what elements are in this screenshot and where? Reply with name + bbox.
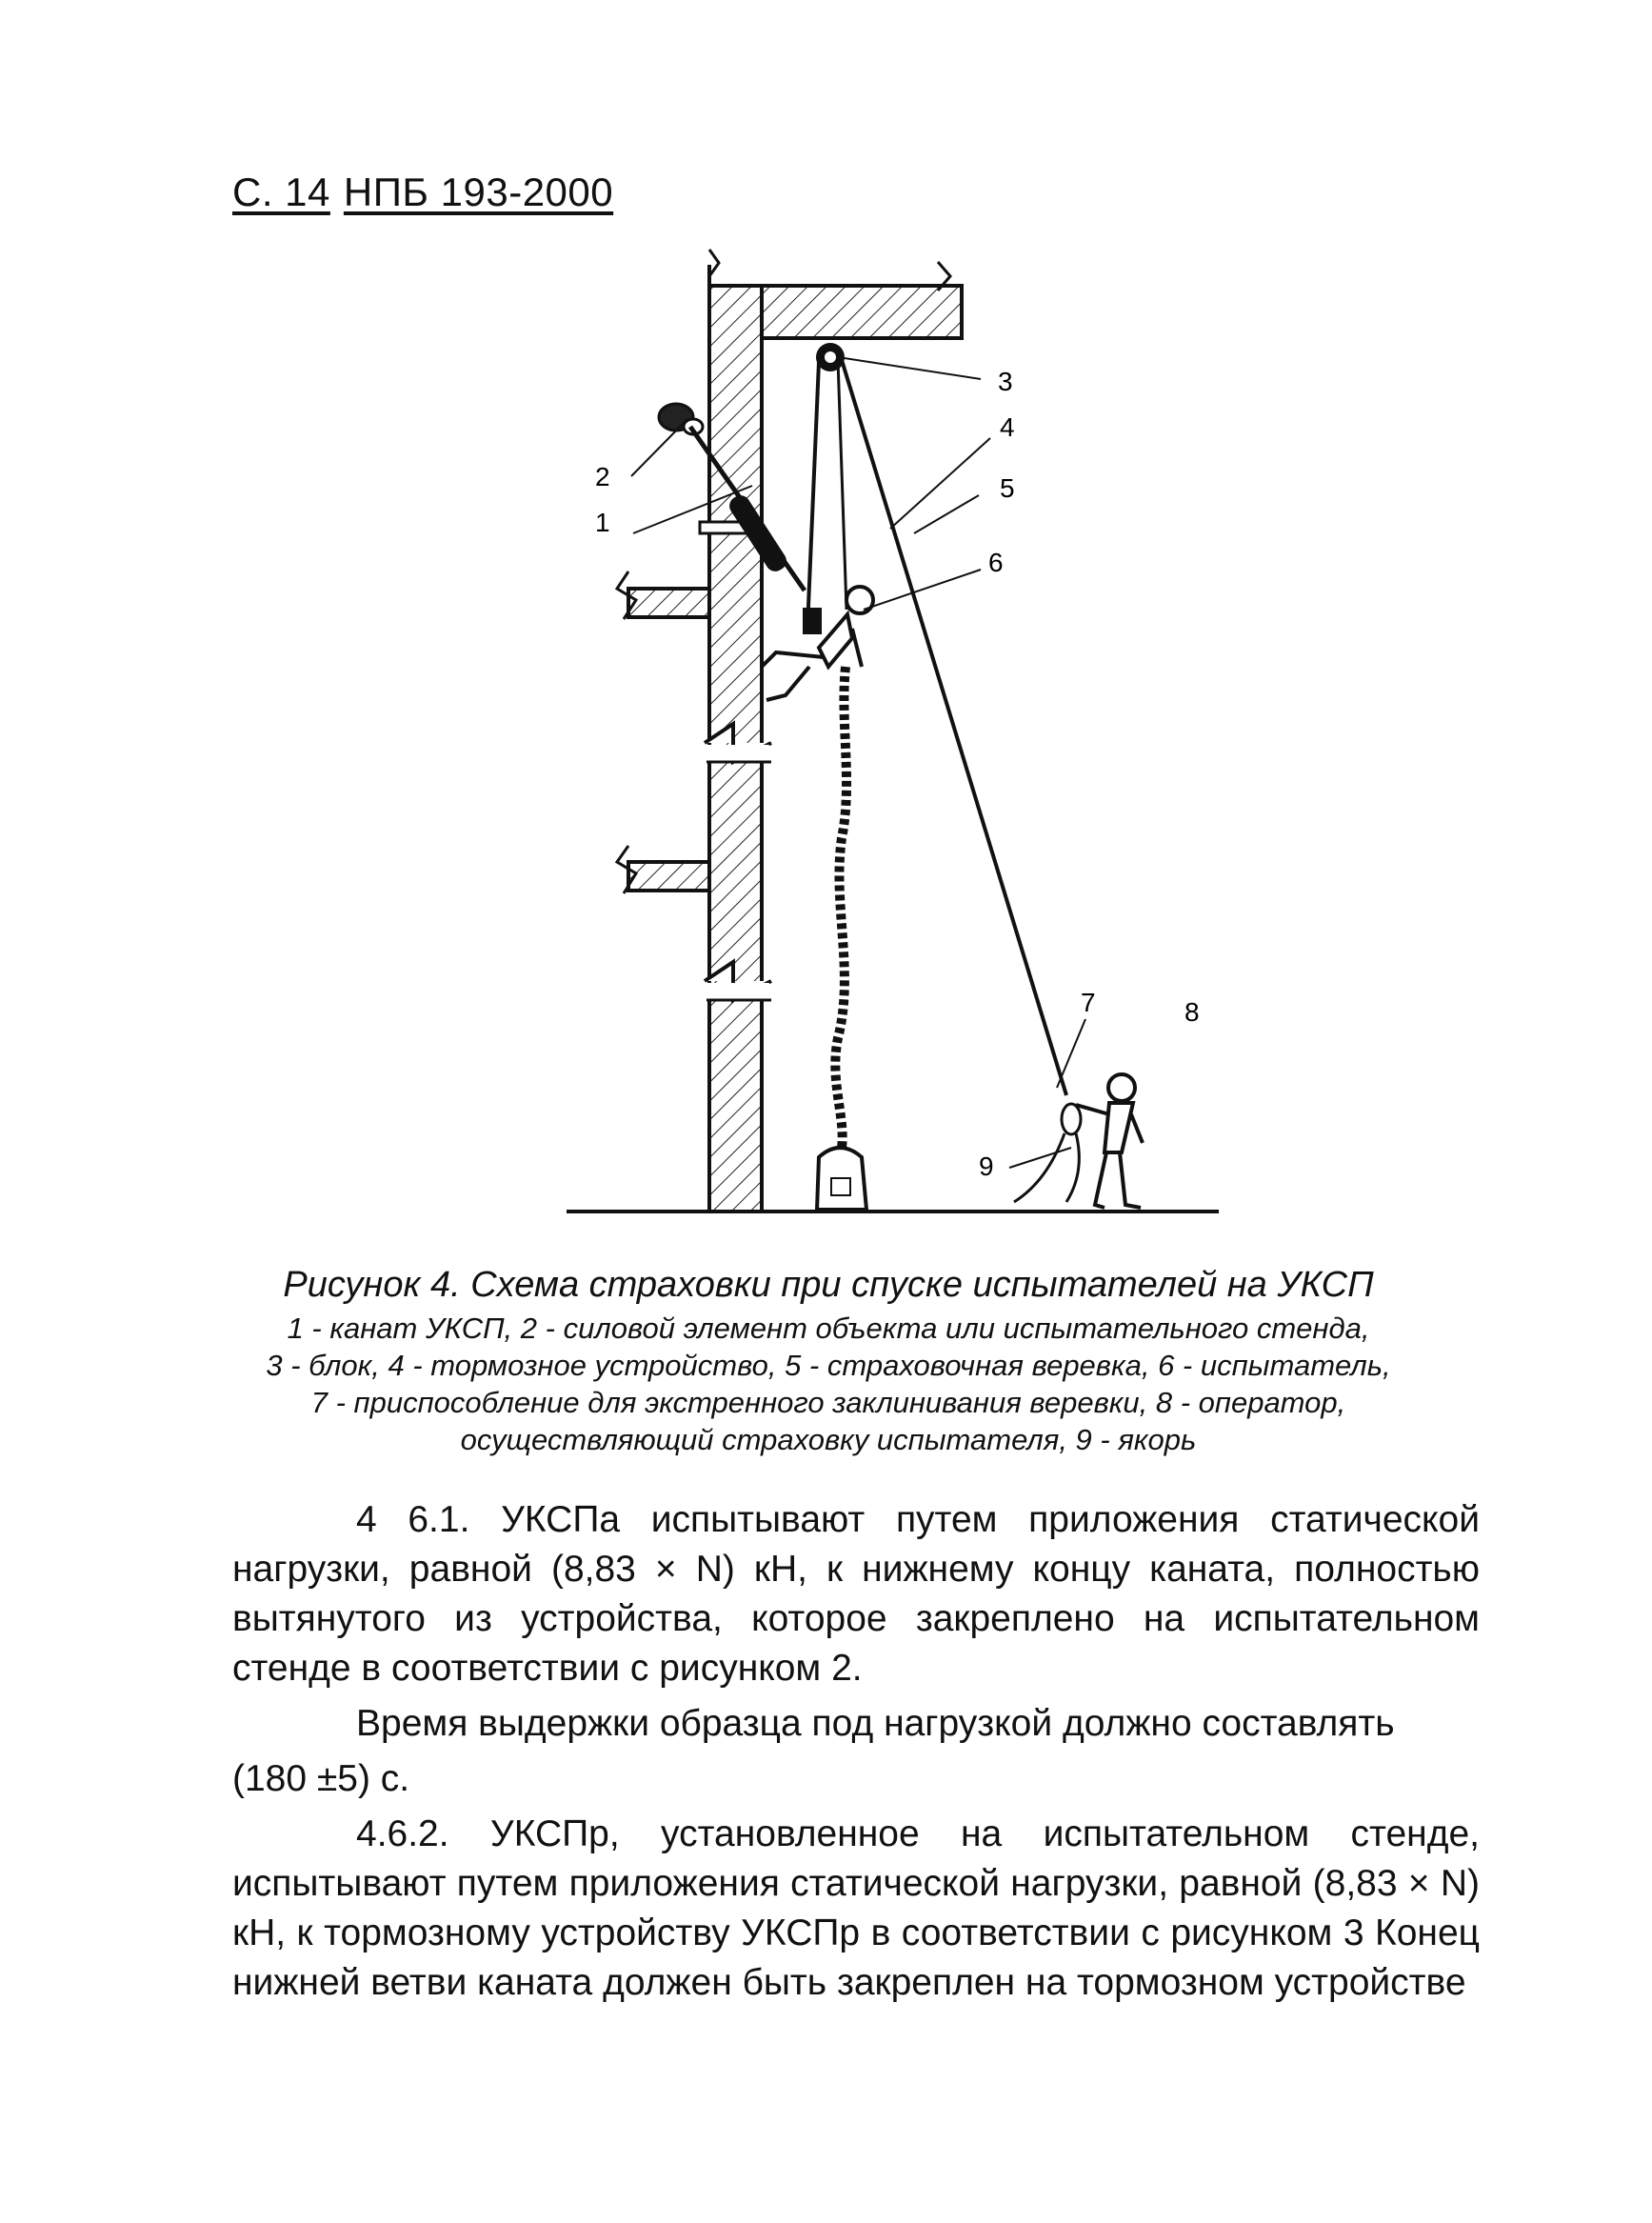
figure-label-9: 9 — [979, 1152, 994, 1181]
figure-label-8: 8 — [1184, 997, 1200, 1027]
anchor-9 — [1014, 1104, 1081, 1202]
figure-label-6: 6 — [988, 548, 1004, 577]
braided-rope — [835, 667, 846, 1157]
caption-line: 7 - приспособление для экстренного заклинивания веревки, 8 - оператор, — [310, 1386, 1346, 1419]
leader-lines — [631, 357, 1085, 1168]
operator-figure — [1076, 1074, 1143, 1208]
floor-slab-lower — [617, 846, 709, 893]
document-code: НПБ 193-2000 — [343, 170, 614, 214]
page-number: С. 14 — [232, 170, 330, 214]
caption-line: 1 - канат УКСП, 2 - силовой элемент объекта или испытательного стенда, — [287, 1312, 1370, 1345]
figure-label-1: 1 — [595, 508, 610, 537]
figure-caption — [190, 1262, 1466, 1458]
body-text — [232, 1495, 1480, 2013]
paragraph-4-6-1: 4 6.1. УКСПа испытывают путем приложения статической нагрузки, равной (8,83 × N) кН, к нижнему концу каната, полностью вытянутого из устройства, которое закреплено на испытательном стенде в соответствии с рисунком 2. — [232, 1499, 1480, 1689]
figure-label-2: 2 — [595, 462, 610, 491]
pulley-rope-left — [807, 362, 819, 629]
figure-label-4: 4 — [1000, 412, 1015, 442]
figure-label-3: 3 — [998, 367, 1013, 396]
pulley-rope-right — [838, 360, 846, 610]
caption-line: 3 - блок, 4 - тормозное устройство, 5 - страховочная веревка, 6 - испытатель, — [266, 1349, 1391, 1382]
caption-line: осуществляющий страховку испытателя, 9 - якорь — [460, 1423, 1197, 1456]
rope-bag — [817, 1148, 866, 1210]
caption-title: Рисунок 4. Схема страховки при спуске испытателей на УКСП — [283, 1265, 1374, 1305]
floor-slab-upper — [617, 571, 709, 619]
figure-label-7: 7 — [1081, 988, 1096, 1017]
tester-figure — [762, 587, 873, 700]
building-wall — [705, 250, 771, 1212]
paragraph-4-6-2: 4.6.2. УКСПр, установленное на испытательном стенде, испытывают путем приложения статической нагрузки, равной (8,83 × N) кН, к тормозному устройству УКСПр в соответствии с рисунком 3 Конец нижней ветви каната должен быть закреплен на тормозном устройстве — [232, 1813, 1480, 2003]
figure-label-5: 5 — [1000, 473, 1015, 503]
anchor-element — [659, 404, 703, 434]
paragraph-exposure-time: Время выдержки образца под нагрузкой должно составлять — [356, 1703, 1395, 1744]
paragraph-exposure-value: (180 ±5) с. — [232, 1758, 410, 1799]
